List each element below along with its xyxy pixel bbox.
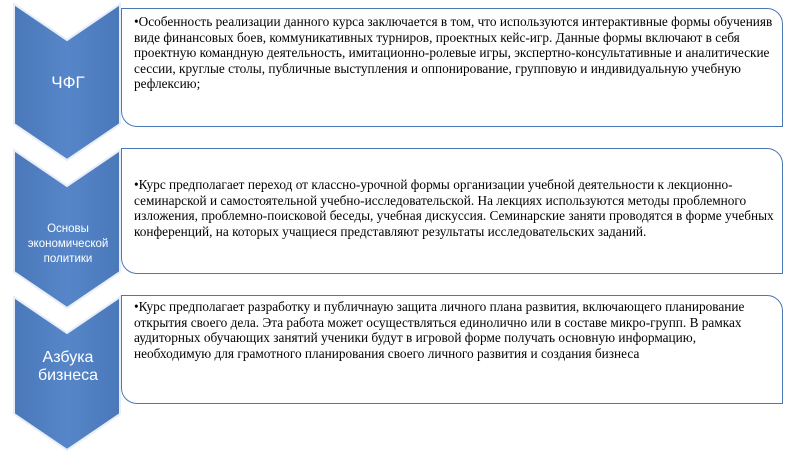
description-card-business-abc xyxy=(121,295,783,404)
description-card-economic-policy xyxy=(121,148,783,274)
description-card-chfg xyxy=(121,8,783,127)
chevron-label-chfg: ЧФГ xyxy=(51,73,85,92)
chevron-label-business-abc: Азбука бизнеса xyxy=(37,349,99,385)
card-text: •Курс предполагает разработку и публичнаую защита личного плана развития, включающего планирование открытия своего дела. Эта работа может осуществляться единолично или в составе микро-групп. В рамках аудиторных обучающих занятий ученики будут в игровой форме получать основную информацию, необходимую для грамотного планирования своего личного развития и создания бизнеса xyxy=(134,299,745,361)
card-text: •Особенность реализации данного курса заключается в том, что используются интерактивные формы обученияв виде финансовых боев, коммуникативных турниров, проектных кейс-игр. Данные формы включают в себя проектную командную деятельность, имитационно-ролевые игры, экспертно-консультативные и аналитические сессии, круглые столы, публичные выступления и оппонирование, групповую и индивидуальную учебную рефлексию; xyxy=(134,14,773,92)
chevron-label-economic-policy: Основы экономической политики xyxy=(27,223,109,265)
card-text: •Курс предполагает переход от классно-урочной формы организации учебной деятельности к лекционно-семинарской и самостоятельной учебно-исследовательской. На лекциях используются методы проблемного изложения, проблемно-поисковой беседы, учебная дискуссия. Семинарские заняти проводятся в форме учебных конференций, на которых учащиеся представляют результаты исследовательских заданий. xyxy=(134,177,774,239)
